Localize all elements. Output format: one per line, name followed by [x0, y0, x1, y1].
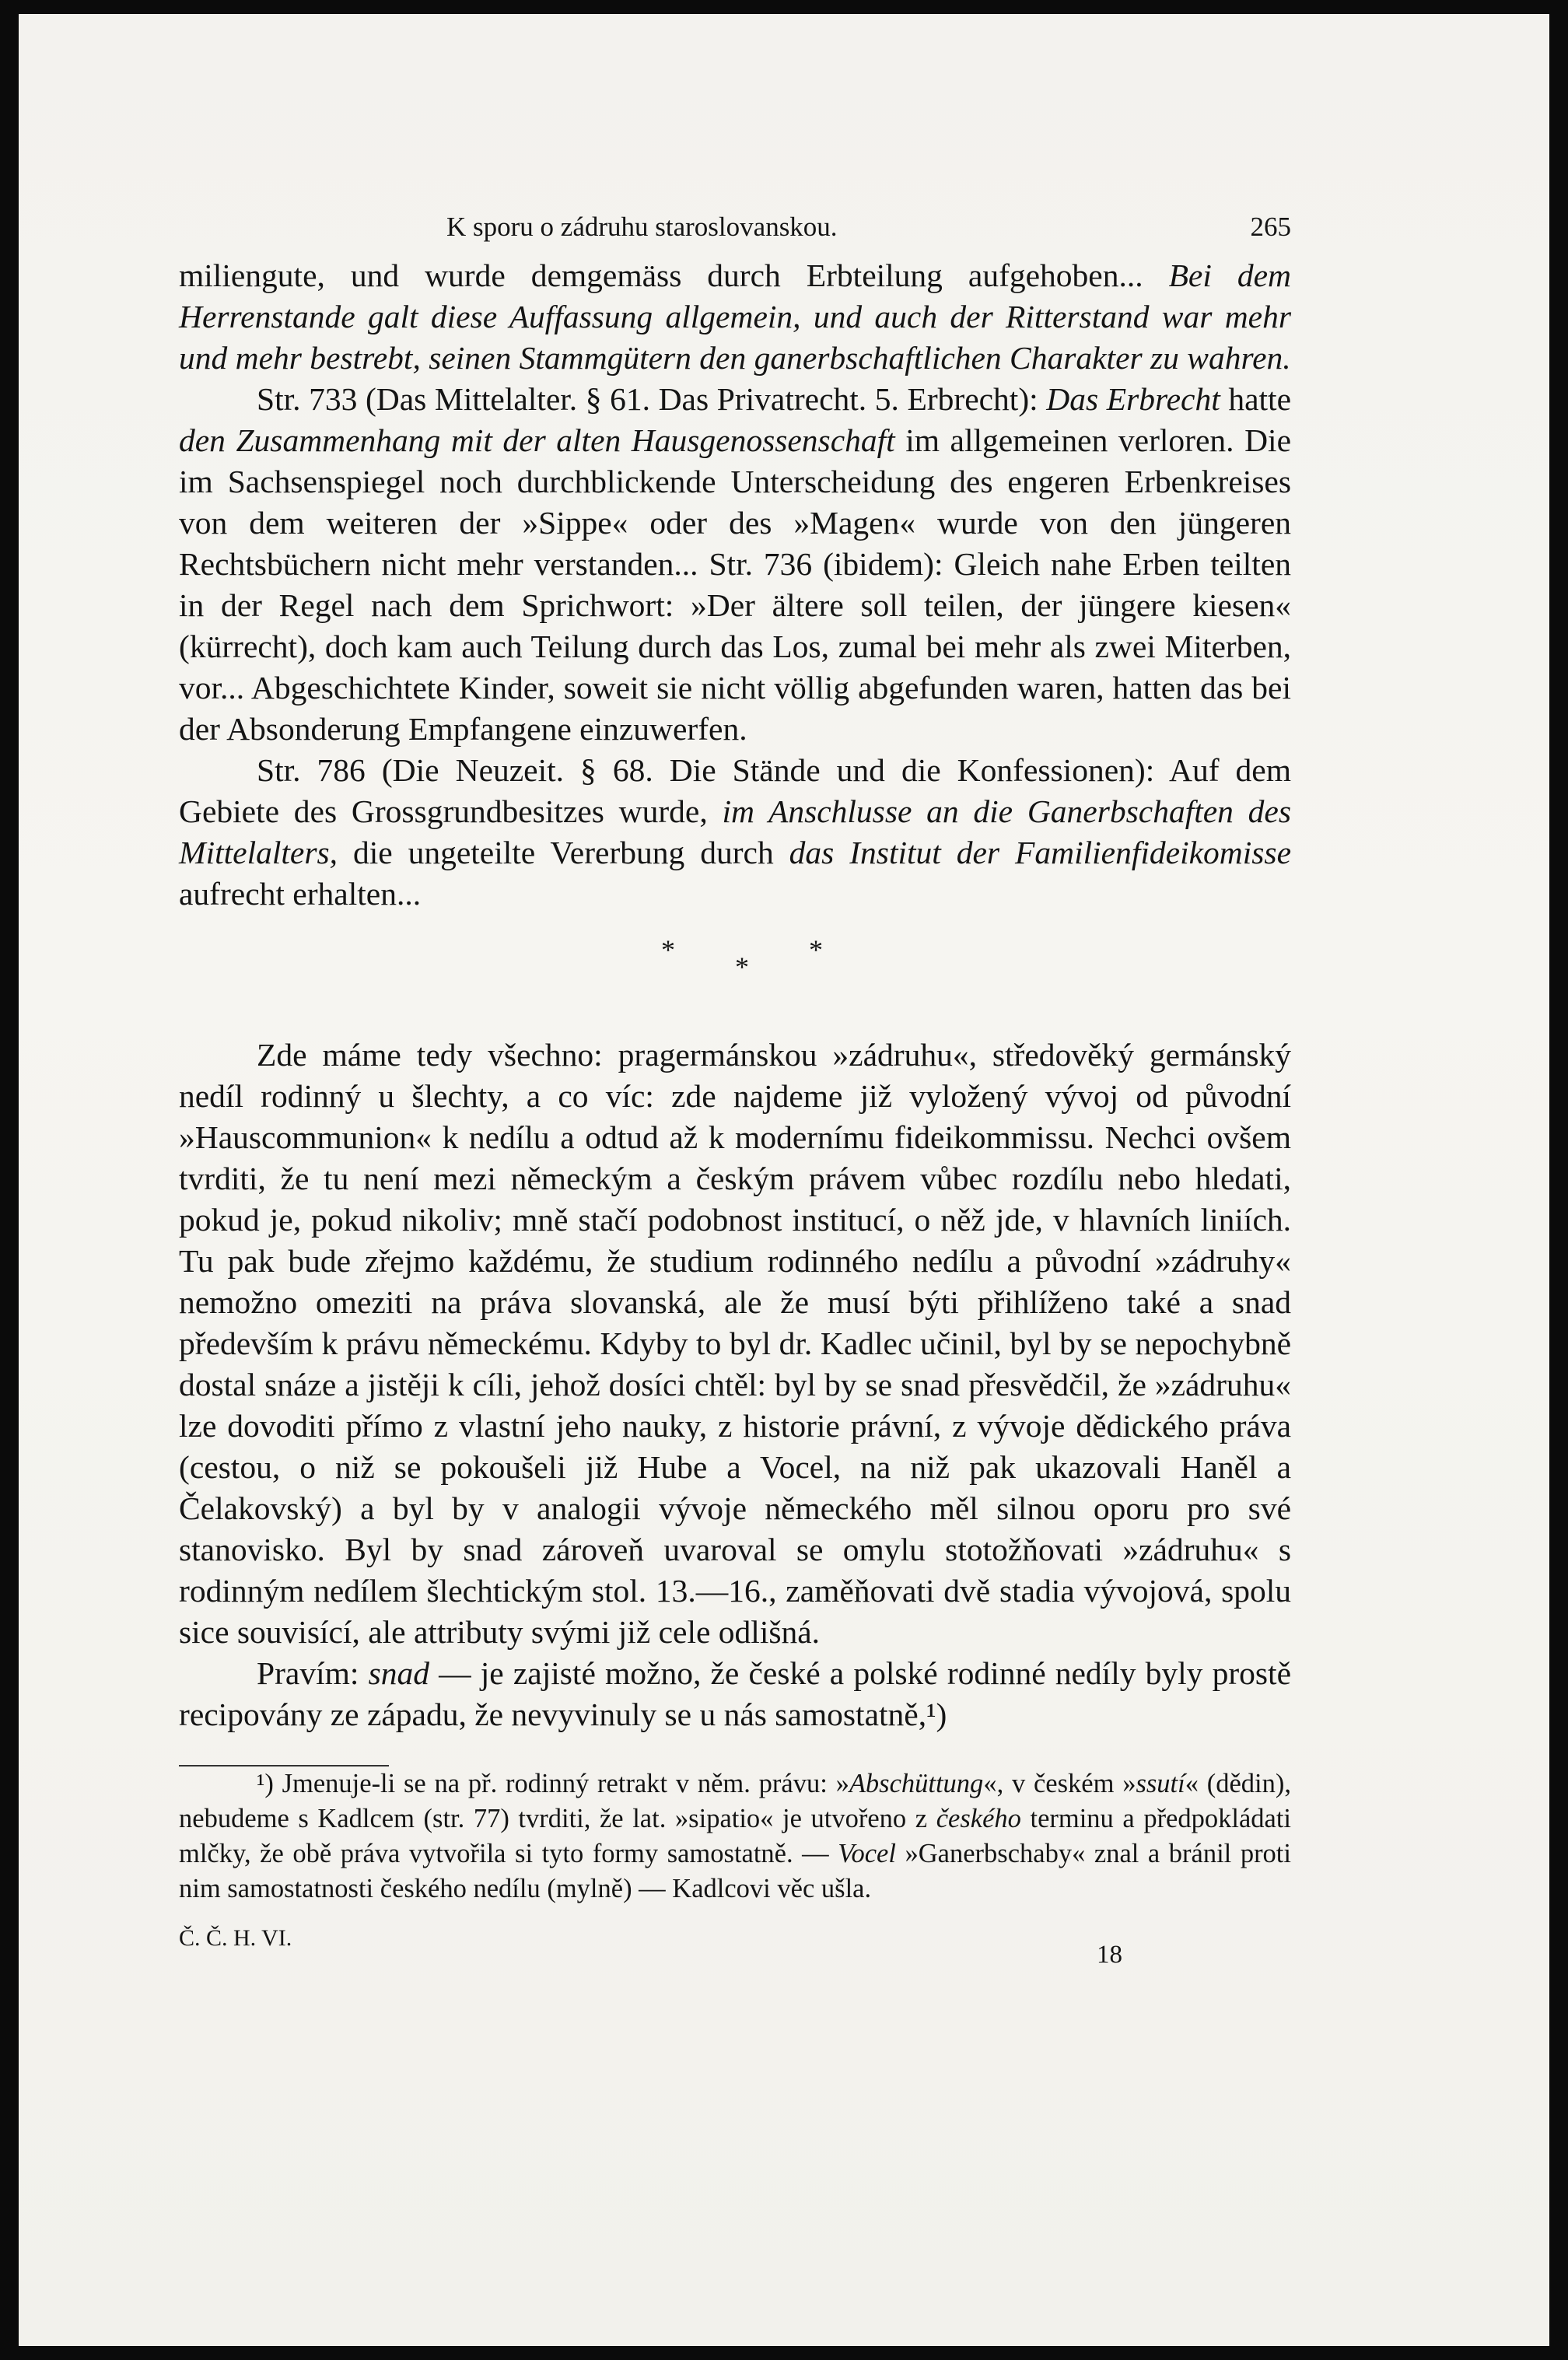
text-run: « (dědin), nebudeme s Kadlcem (str. 77) tvrditi, že lat. »sipatio« je utvořeno z — [179, 1769, 1292, 1833]
page-text — [179, 201, 1291, 1983]
text-run: «, v českém » — [983, 1769, 1136, 1798]
text-run: aufrecht erhalten... — [179, 876, 422, 912]
italic-run: das Institut der Familienfideikomisse — [789, 835, 1291, 870]
text-run: ¹) Jmenuje-li se na př. rodinný retrakt v něm. právu: » — [257, 1769, 849, 1798]
italic-run: Abschüttung — [849, 1769, 984, 1798]
italic-run: im Anschlusse an die Ganerbschaften des Mittelalters, — [179, 793, 1291, 870]
czech-paragraph — [179, 1653, 1291, 1735]
text-run: Str. 733 (Das Mittelalter. § 61. Das Privatrecht. 5. Erbrecht): — [257, 381, 1047, 417]
text-run: Zde máme tedy všechno: pragermánskou »zádruhu«, středověký germánský nedíl rodinný u šlechty, a co víc: zde najdeme již vyložený vývoj od původní »Hauscommunion« k nedílu a odtud až k modernímu fideikommissu. Nechci ovšem tvrditi, že tu není mezi německým a českým právem vůbec rozdílu nebo hledati, pokud je, pokud nikoliv; mně stačí podobnost institucí, o něž jde, v hlavních liniích. Tu pak bude zřejmo každému, že studium rodinného nedílu a původní »zádruhy« nemožno omeziti na práva slovanská, ale že musí býti přihlíženo také a snad především k právu německému. Kdyby to byl dr. Kadlec učinil, byl by se nepochybně dostal snáze a jistěji k cíli, jehož dosíci chtěl: byl by se snad přesvědčil, že »zádruhu« lze dovoditi přímo z vlastní jeho nauky, z historie právní, z vývoje dědického práva (cestou, o niž se pokoušeli již Hube a Vocel, na niž pak ukazovali Haněl a Čelakovský) a byl by v analogii vývoje německého měl silnou oporu pro své stanovisko. Byl by snad zároveň uvaroval se omylu stotožňovati »zádruhu« s rodinným nedílem šlechtickým stol. 13.—16., zaměňovati dvě stadia vývojová, spolu sice souvisící, ale attributy svými již cele odlišná. — [179, 1037, 1291, 1650]
signature-mark: Č. Č. H. VI. — [179, 1925, 292, 1951]
german-paragraph — [179, 255, 1291, 379]
page-number: 265 — [1250, 212, 1291, 242]
book-page — [19, 14, 1549, 2346]
german-paragraph — [179, 750, 1291, 915]
czech-paragraph — [179, 1035, 1291, 1653]
text-run: »Ganerbschaby« znal a bránil proti nim samostatnosti českého nedílu (mylně) — Kadlcovi věc ušla. — [179, 1839, 1291, 1903]
text-run: Pravím: — [257, 1655, 369, 1691]
italic-run: Bei dem Herrenstande galt diese Auffassung allgemein, und auch der Ritterstand war mehr und mehr bestrebt, seinen Stammgütern den ganerbschaftlichen Charakter zu wahren. — [179, 257, 1291, 376]
header-title: K sporu o zádruhu staroslovanskou. — [446, 212, 838, 242]
italic-run: Das Erbrecht — [1046, 381, 1220, 417]
separator-star: * — [735, 951, 749, 982]
italic-run: snad — [368, 1655, 429, 1691]
separator-star: * — [809, 934, 823, 965]
text-run: die ungeteilte Vererbung durch — [338, 835, 789, 870]
section-separator — [179, 933, 1291, 1035]
czech-body-block — [179, 1035, 1291, 1735]
italic-run: den Zusammenhang mit der alten Hausgenossenschaft — [179, 422, 895, 458]
separator-star: * — [661, 934, 675, 965]
footnote — [179, 1766, 1291, 1907]
text-run: Str. 786 (Die Neuzeit. § 68. Die Stände und die Konfessionen): Auf dem Gebiete des Grossgrundbesitzes wurde, — [179, 752, 1291, 829]
footnotes — [179, 1766, 1291, 1907]
sheet-number: 18 — [1097, 1941, 1122, 1969]
german-quotation-block — [179, 255, 1291, 915]
german-paragraph — [179, 379, 1291, 750]
text-run: terminu a předpokládati mlčky, že obě práva vytvořila si tyto formy samostatně. — — [179, 1804, 1292, 1868]
text-run: im allgemeinen verloren. Die im Sachsenspiegel noch durchblickende Unterscheidung des engeren Erbenkreises von dem weiteren der »Sippe« oder des »Magen« wurde von den jüngeren Rechtsbüchern nicht mehr verstanden... Str. 736 (ibidem): Gleich nahe Erben teilten in der Regel nach dem Sprichwort: »Der ältere soll teilen, der jüngere kiesen« (kürrecht), doch kam auch Teilung durch das Los, zumal bei mehr als zwei Miterben, vor... Abgeschichtete Kinder, soweit sie nicht völlig abgefunden waren, hatten das bei der Absonderung Empfangene einzuwerfen. — [179, 422, 1291, 747]
italic-run: ssutí — [1136, 1769, 1185, 1798]
italic-run: Vocel — [838, 1839, 896, 1868]
text-run: — je zajisté možno, že české a polské rodinné nedíly byly prostě recipovány ze západu, že nevyvinuly se u nás samostatně,¹) — [179, 1655, 1291, 1732]
running-header — [179, 201, 1291, 255]
sheet-signature — [179, 1921, 1291, 1983]
text-run: hatte — [1220, 381, 1291, 417]
italic-run: českého — [936, 1804, 1021, 1833]
text-run: miliengute, und wurde demgemäss durch Erbteilung aufgehoben... — [179, 257, 1169, 293]
